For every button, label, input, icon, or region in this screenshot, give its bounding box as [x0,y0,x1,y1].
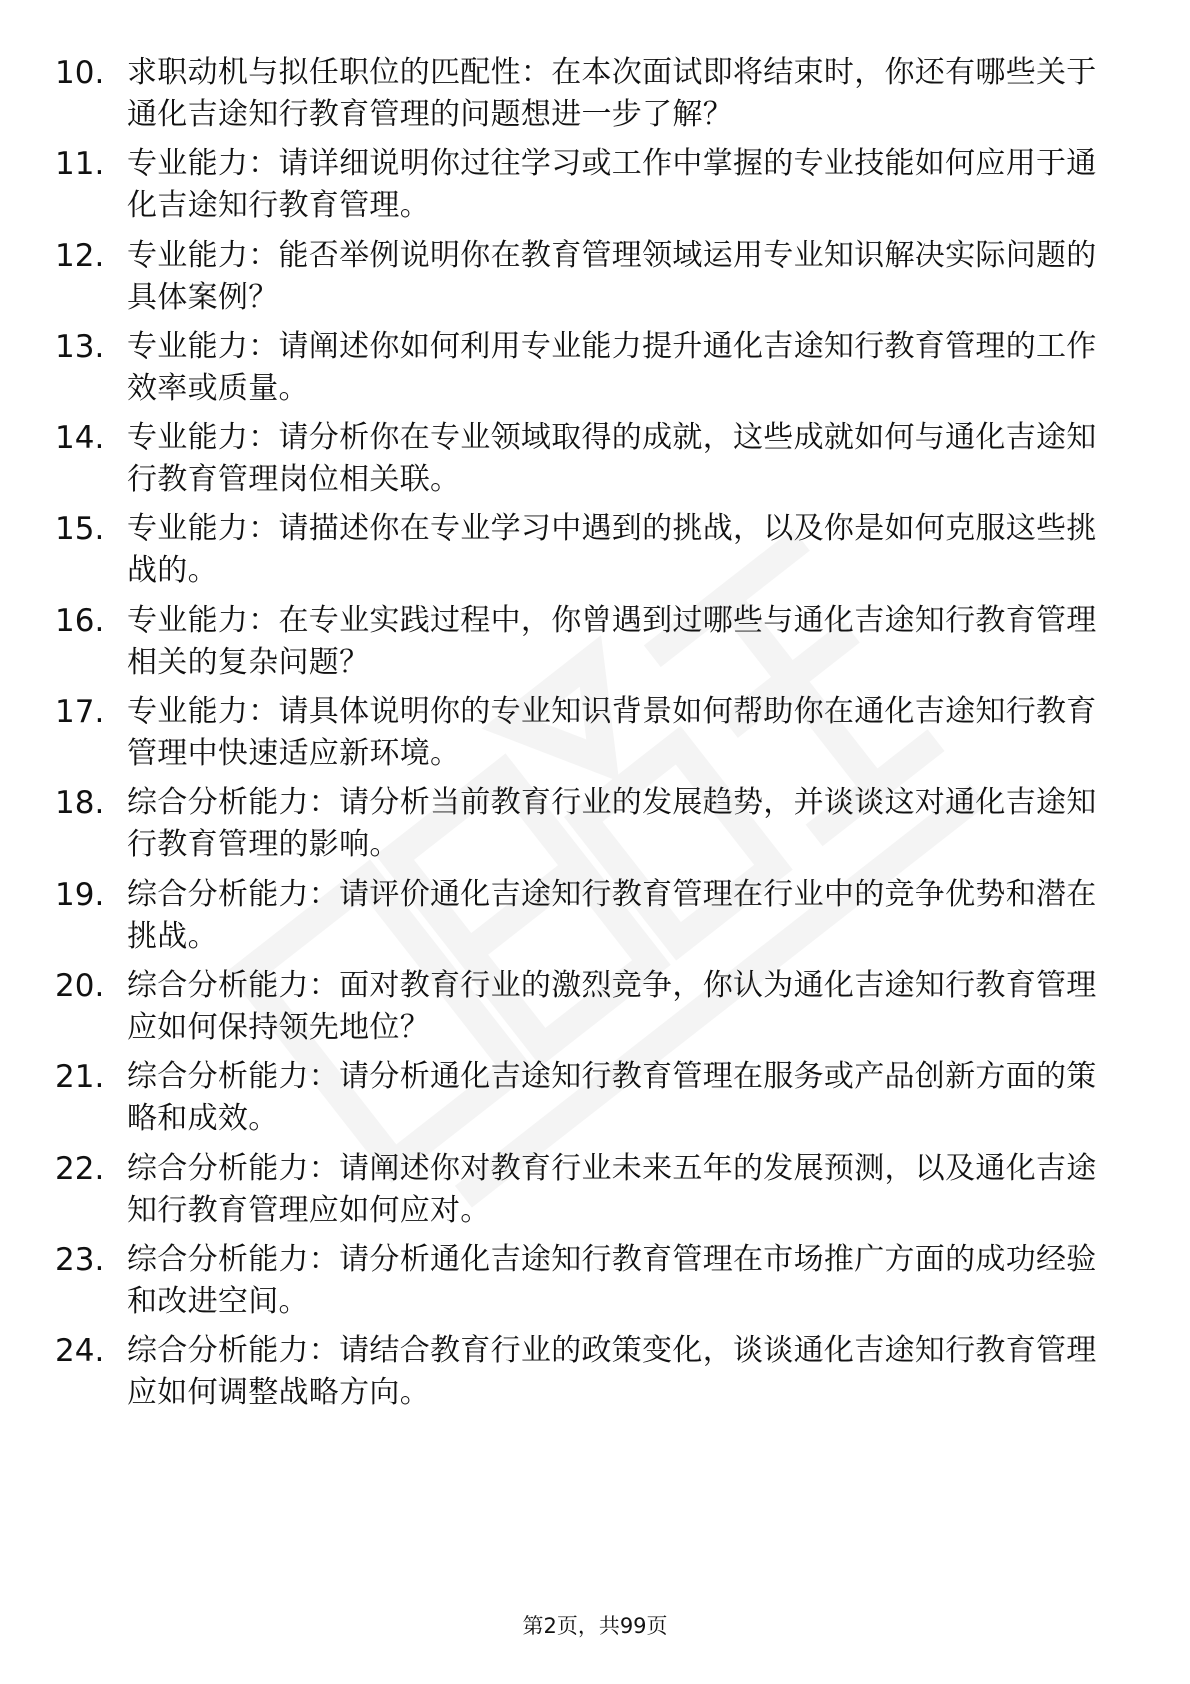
question-number: 10. [55,55,105,91]
question-number: 14. [55,420,105,457]
list-item [55,600,1115,691]
question-number: 23. [55,1241,105,1278]
question-number: 22. [55,1150,105,1187]
list-item [55,1056,1115,1147]
question-number: 13. [55,328,105,365]
list-item [55,965,1115,1056]
question-number: 19. [55,876,105,913]
list-item [55,691,1115,782]
question-number: 21. [55,1059,105,1096]
list-item [55,143,1115,234]
question-text: 专业能力：在专业实践过程中，你曾遇到过哪些与通化吉途知行教育管理相关的复杂问题？ [127,602,1097,680]
list-item [55,235,1115,326]
question-text: 专业能力：请描述你在专业学习中遇到的挑战，以及你是如何克服这些挑战的。 [127,511,1097,589]
question-list [55,52,1115,1421]
question-text: 专业能力：请具体说明你的专业知识背景如何帮助你在通化吉途知行教育管理中快速适应新环境。 [127,694,1097,772]
question-text: 专业能力：请阐述你如何利用专业能力提升通化吉途知行教育管理的工作效率或质量。 [127,328,1097,406]
list-item [55,782,1115,873]
question-text: 综合分析能力：请分析当前教育行业的发展趋势，并谈谈这对通化吉途知行教育管理的影响。 [127,785,1097,863]
list-item [55,874,1115,965]
list-item [55,1330,1115,1421]
question-number: 24. [55,1333,105,1370]
question-text: 综合分析能力：请阐述你对教育行业未来五年的发展预测，以及通化吉途知行教育管理应如何应对。 [127,1150,1097,1228]
question-number: 20. [55,967,105,1004]
page-footer: 第2页，共99页 [522,1614,668,1638]
question-number: 18. [55,785,105,822]
question-text: 专业能力：请分析你在专业领域取得的成就，这些成就如何与通化吉途知行教育管理岗位相关联。 [127,420,1097,498]
question-number: 15. [55,511,105,548]
list-item [55,1239,1115,1330]
list-item [55,326,1115,417]
question-text: 综合分析能力：请结合教育行业的政策变化，谈谈通化吉途知行教育管理应如何调整战略方向。 [127,1333,1097,1411]
question-number: 12. [55,237,105,274]
list-item [55,508,1115,599]
question-number: 11. [55,146,105,183]
question-text: 综合分析能力：请分析通化吉途知行教育管理在市场推广方面的成功经验和改进空间。 [127,1241,1097,1319]
question-number: 17. [55,694,105,731]
question-text: 综合分析能力：请评价通化吉途知行教育管理在行业中的竞争优势和潜在挑战。 [127,876,1097,954]
list-item [55,1148,1115,1239]
question-text: 综合分析能力：面对教育行业的激烈竞争，你认为通化吉途知行教育管理应如何保持领先地位？ [127,967,1097,1045]
question-text: 专业能力：请详细说明你过往学习或工作中掌握的专业技能如何应用于通化吉途知行教育管理。 [127,146,1097,224]
list-item [55,52,1115,143]
question-text: 求职动机与拟任职位的匹配性：在本次面试即将结束时，你还有哪些关于通化吉途知行教育管理的问题想进一步了解？ [127,55,1097,132]
question-text: 专业能力：能否举例说明你在教育管理领域运用专业知识解决实际问题的具体案例？ [127,237,1097,315]
list-item [55,417,1115,508]
question-text: 综合分析能力：请分析通化吉途知行教育管理在服务或产品创新方面的策略和成效。 [127,1059,1097,1137]
question-number: 16. [55,602,105,639]
